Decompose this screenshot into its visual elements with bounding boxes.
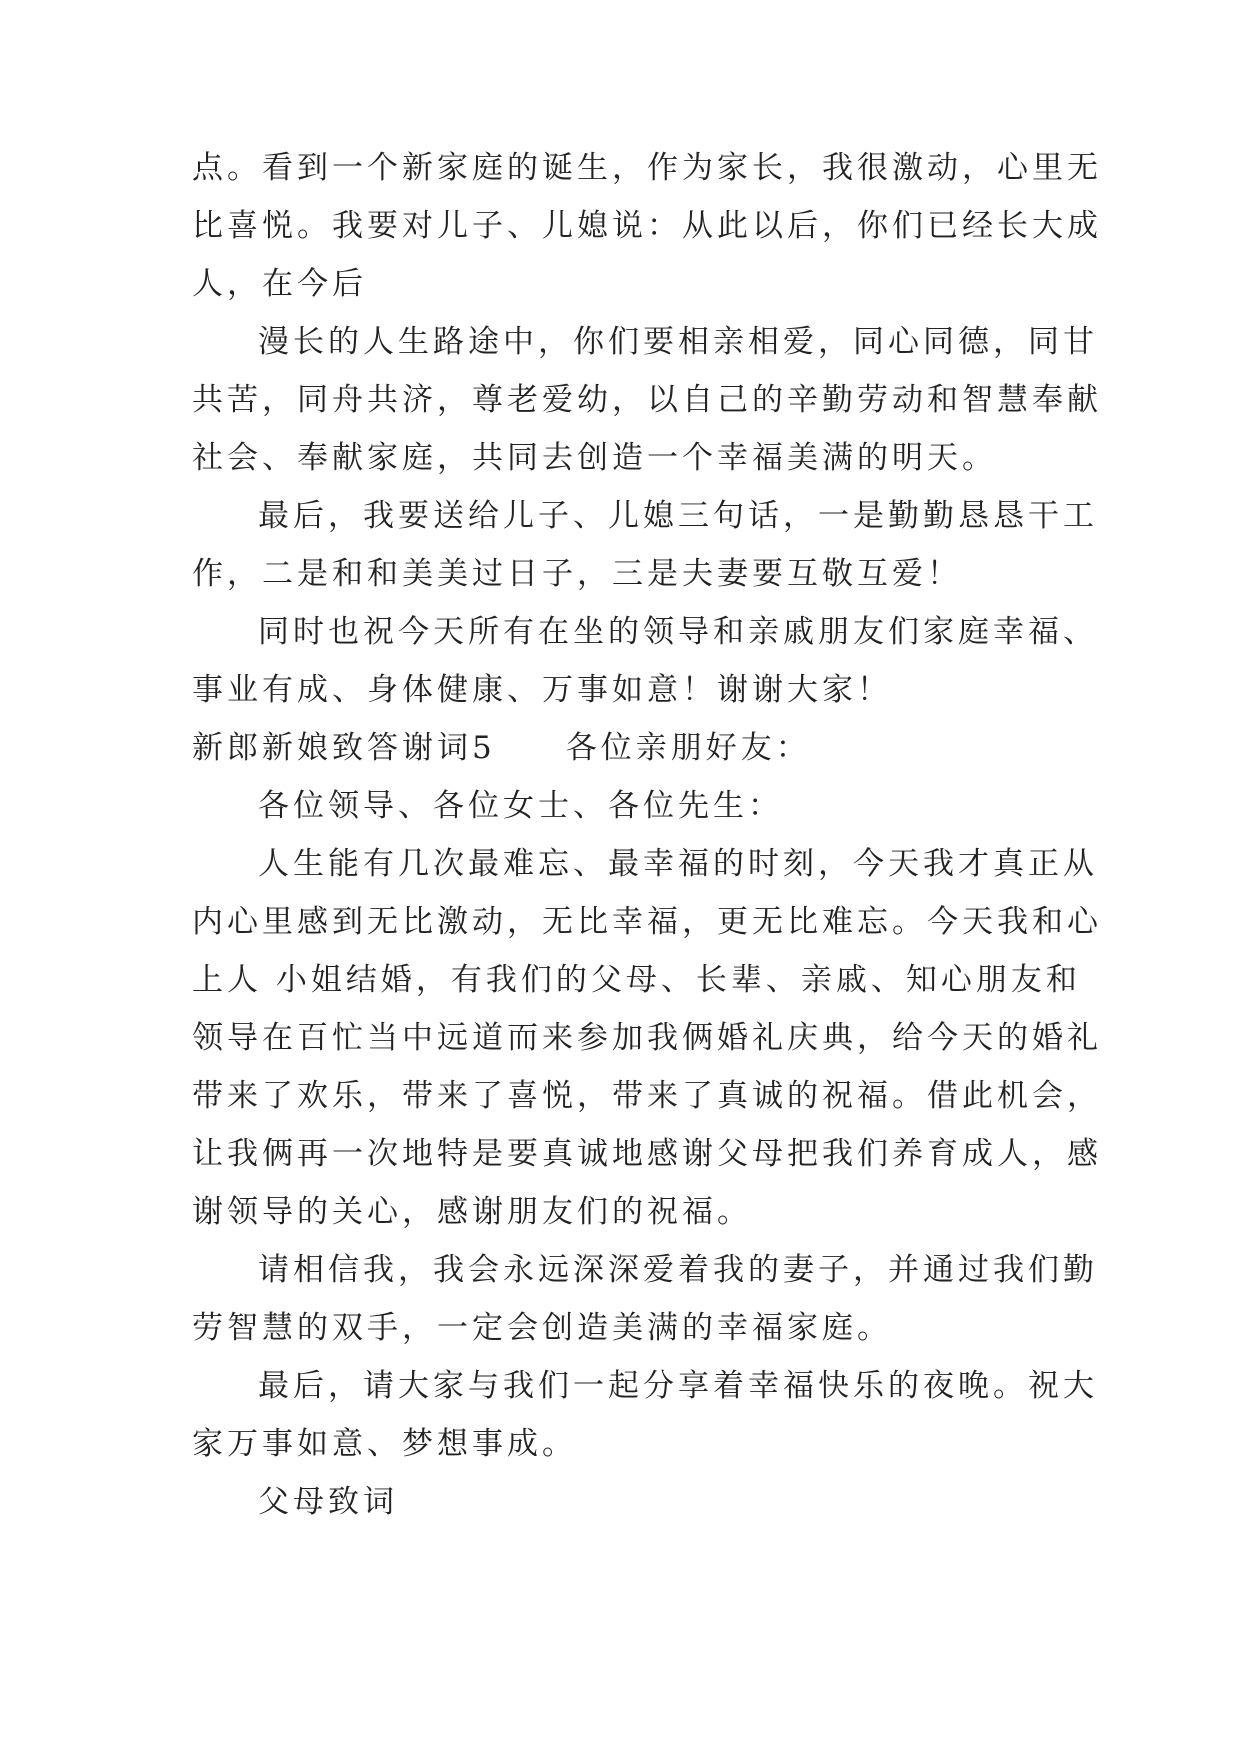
text-line: 漫长的人生路途中，你们要相亲相爱，同心同德，同甘 bbox=[258, 324, 1098, 360]
text-line: 作，二是和和美美过日子，三是夫妻要互敬互爱！ bbox=[192, 556, 962, 592]
text-line: 最后，请大家与我们一起分享着幸福快乐的夜晚。祝大 bbox=[258, 1368, 1098, 1404]
text-line: 让我俩再一次地特是要真诚地感谢父母把我们养育成人，感 bbox=[192, 1136, 1102, 1172]
text-line: 内心里感到无比激动，无比幸福，更无比难忘。今天我和心 bbox=[192, 904, 1102, 940]
text-line: 事业有成、身体健康、万事如意！谢谢大家！ bbox=[192, 672, 892, 708]
text-line: 点。看到一个新家庭的诞生，作为家长，我很激动，心里无 bbox=[192, 150, 1102, 186]
text-line: 请相信我，我会永远深深爱着我的妻子，并通过我们勤 bbox=[258, 1252, 1098, 1288]
text-line: 谢领导的关心，感谢朋友们的祝福。 bbox=[192, 1194, 752, 1230]
text-line: 社会、奉献家庭，共同去创造一个幸福美满的明天。 bbox=[192, 440, 997, 476]
text-line: 各位领导、各位女士、各位先生： bbox=[258, 788, 783, 824]
text-line: 人，在今后 bbox=[192, 266, 367, 302]
text-line: 家万事如意、梦想事成。 bbox=[192, 1426, 577, 1462]
text-line: 劳智慧的双手，一定会创造美满的幸福家庭。 bbox=[192, 1310, 892, 1346]
text-line: 最后，我要送给儿子、儿媳三句话，一是勤勤恳恳干工 bbox=[258, 498, 1098, 534]
text-line: 人生能有几次最难忘、最幸福的时刻，今天我才真正从 bbox=[258, 846, 1098, 882]
text-line: 同时也祝今天所有在坐的领导和亲戚朋友们家庭幸福、 bbox=[258, 614, 1098, 650]
section-heading: 新郎新娘致答谢词5 各位亲朋好友： bbox=[192, 730, 811, 766]
text-line: 比喜悦。我要对儿子、儿媳说：从此以后，你们已经长大成 bbox=[192, 208, 1102, 244]
section-heading: 父母致词 bbox=[258, 1484, 398, 1520]
text-line: 带来了欢乐，带来了喜悦，带来了真诚的祝福。借此机会， bbox=[192, 1078, 1102, 1114]
text-line: 领导在百忙当中远道而来参加我俩婚礼庆典，给今天的婚礼 bbox=[192, 1020, 1102, 1056]
text-line: 上人 小姐结婚，有我们的父母、长辈、亲戚、知心朋友和 bbox=[192, 962, 1081, 998]
text-line: 共苦，同舟共济，尊老爱幼，以自己的辛勤劳动和智慧奉献 bbox=[192, 382, 1102, 418]
document-body bbox=[192, 139, 1102, 1531]
